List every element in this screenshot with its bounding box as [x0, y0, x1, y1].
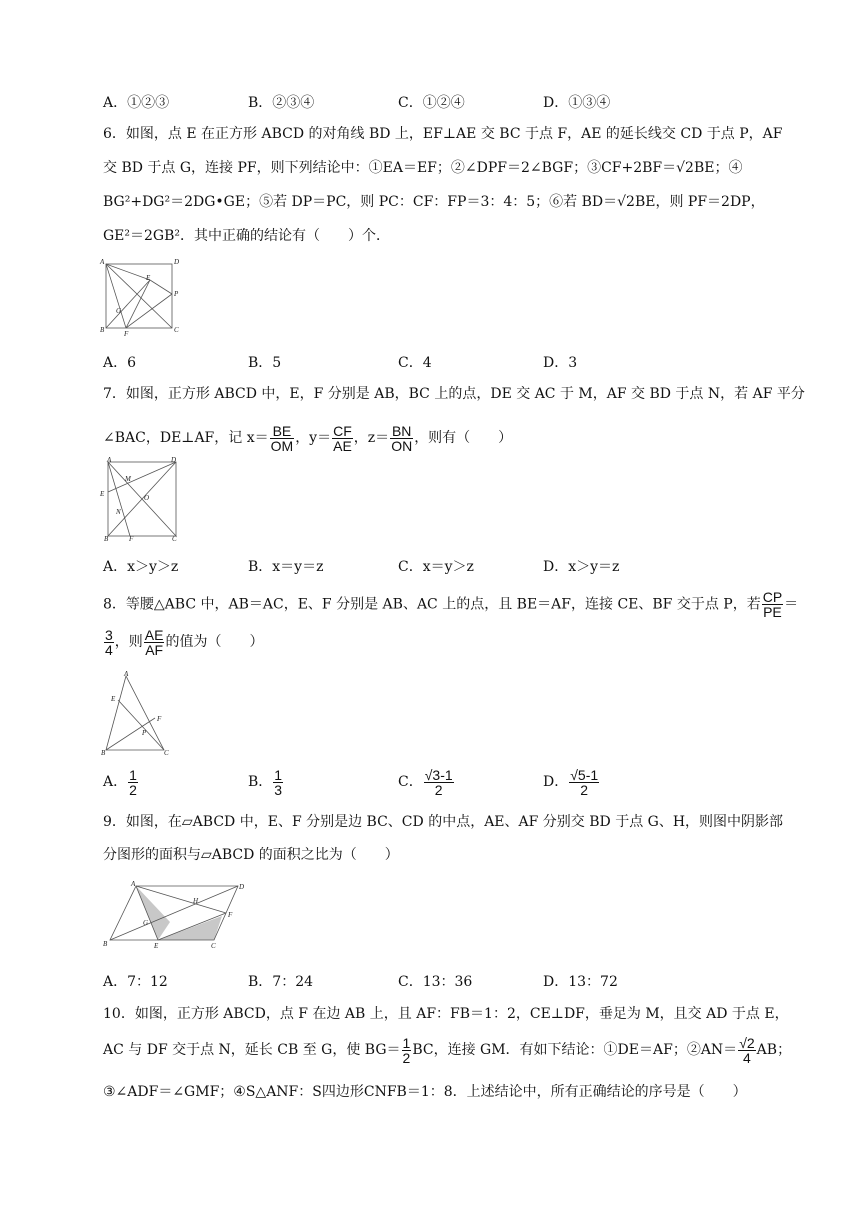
q7-option-b[interactable]: B．x＝y＝z — [248, 559, 324, 575]
q7-option-a[interactable]: A．x＞y＞z — [103, 559, 179, 575]
q7-options — [103, 556, 803, 576]
q10-bg-num: 1 — [402, 1034, 411, 1051]
q9-label-d: D — [239, 883, 245, 891]
q8-label-c: C — [164, 749, 169, 757]
q10-line-3: ③∠ADF＝∠GMF；④S△ANF：S四边形CNFB＝1：8．上述结论中，所有正确结论的序号是（ ） — [103, 1084, 747, 1100]
q7-y-fraction — [332, 424, 353, 453]
q10-line-2-lead: AC 与 DF 交于点 N，延长 CB 至 G，使 BG＝ — [103, 1042, 401, 1058]
q10-an-fraction — [738, 1036, 755, 1065]
q8-option-d-num: √5-1 — [570, 766, 599, 783]
q8-option-d-letter: D． — [543, 774, 569, 790]
q8-frac3-den: AF — [145, 641, 164, 658]
q6-line-4: GE²＝2GB²．其中正确的结论有（ ）个． — [103, 228, 391, 244]
q9-option-a[interactable]: A．7：12 — [103, 974, 168, 990]
q6-figure — [98, 256, 183, 338]
q7-label-n: N — [116, 508, 121, 516]
q5-options — [103, 92, 803, 112]
q8-line-1-text: 8．等腰△ABC 中，AB＝AC，E、F 分别是 AB、AC 上的点，且 BE＝AF，连接 CE、BF 交于点 P，若 — [103, 596, 761, 613]
q10-bg-fraction — [402, 1036, 412, 1065]
q8-option-d-fraction — [569, 768, 599, 797]
q8-option-a-fraction — [128, 768, 138, 797]
q8-option-d-den: 2 — [580, 781, 589, 798]
q7-label-f: F — [129, 535, 134, 542]
q8-equals: ＝ — [784, 596, 799, 613]
q8-frac3-num: AE — [144, 626, 164, 643]
q6-option-c[interactable]: C．4 — [398, 355, 432, 371]
q6-option-b[interactable]: B．5 — [248, 355, 282, 371]
q9-label-b: B — [103, 940, 108, 948]
q7-line-2-lead: ∠BAC，DE⊥AF，记 x＝ — [103, 430, 269, 446]
q8-line-2-mid: ，则 — [114, 634, 143, 650]
q10-line-2-mid: BC，连接 GM．有如下结论：①DE＝AF；②AN＝ — [412, 1042, 738, 1058]
q8-option-b-num: 1 — [274, 766, 283, 783]
q8-option-a[interactable] — [103, 762, 139, 802]
q9-option-c[interactable]: C．13：36 — [398, 974, 473, 990]
q6-line-3: BG²+DG²＝2DG•GE；⑤若 DP＝PC，则 PC：CF：FP＝3：4：5；⑥若 BD＝√2BE，则 PF＝2DP， — [103, 194, 765, 210]
q9-line-1: 9．如图，在▱ABCD 中，E、F 分别是边 BC、CD 的中点，AE、AF 分别交 BD 于点 G、H，则图中阴影部 — [103, 814, 784, 830]
q9-option-d[interactable]: D．13：72 — [543, 974, 618, 990]
q5-option-d[interactable]: D．①③④ — [543, 95, 611, 111]
q9-label-f: F — [228, 911, 233, 919]
q8-option-c-num: √3-1 — [424, 766, 453, 783]
q7-label-b: B — [104, 535, 109, 542]
q9-line-2: 分图形的面积与▱ABCD 的面积之比为（ ） — [103, 847, 399, 863]
q5-option-b[interactable]: B．②③④ — [248, 95, 315, 111]
q7-label-d: D — [171, 456, 177, 464]
q9-label-a: A — [131, 880, 136, 888]
q8-figure — [98, 670, 178, 758]
q8-label-p: P — [142, 729, 147, 737]
q7-line-2-tail: ，则有（ ） — [414, 430, 513, 446]
q8-ae-af-fraction — [144, 628, 165, 657]
q8-frac1-num: CP — [762, 589, 783, 605]
q10-an-den: 4 — [743, 1049, 751, 1066]
q7-y-num: CF — [333, 422, 352, 439]
q8-option-a-num: 1 — [129, 766, 137, 783]
q9-label-e: E — [154, 942, 159, 950]
q7-x-den: OM — [270, 437, 294, 454]
q6-label-a: A — [100, 258, 105, 266]
q9-figure — [98, 880, 258, 952]
q8-frac1-den: PE — [763, 604, 782, 620]
q10-line-1: 10．如图，正方形 ABCD，点 F 在边 AB 上，且 AF：FB＝1：2，CE⊥DF，垂足为 M，且交 AD 于点 E， — [103, 1006, 789, 1022]
q7-label-e: E — [100, 490, 105, 498]
q7-z-num: BN — [391, 422, 412, 439]
q8-option-b-den: 3 — [274, 781, 283, 798]
q6-option-a[interactable]: A．6 — [103, 355, 137, 371]
q8-options — [103, 762, 803, 802]
q7-z-fraction — [390, 424, 413, 453]
q8-frac2-den: 4 — [105, 641, 113, 658]
q7-line-1: 7．如图，正方形 ABCD 中，E，F 分别是 AB，BC 上的点，DE 交 AC 于 M，AF 交 BD 于点 N，若 AF 平分 — [103, 386, 805, 402]
q10-an-num: √2 — [739, 1034, 755, 1051]
q8-option-a-letter: A． — [103, 774, 128, 790]
q10-line-2 — [103, 1034, 791, 1066]
q8-option-c-letter: C． — [398, 774, 423, 790]
q8-option-c[interactable] — [398, 762, 455, 802]
q9-label-g: G — [143, 919, 149, 927]
q8-option-b-letter: B． — [248, 774, 273, 790]
q7-label-c: C — [172, 535, 177, 542]
q7-figure — [98, 456, 184, 542]
q9-label-c: C — [211, 942, 216, 950]
q7-line-2 — [103, 422, 512, 454]
q7-y-den: AE — [333, 437, 352, 454]
q6-label-e: E — [146, 274, 151, 282]
q6-options — [103, 352, 803, 372]
q8-ratio-fraction — [104, 628, 114, 657]
q6-label-b: B — [100, 326, 105, 334]
q6-label-d: D — [174, 258, 180, 266]
q7-x-num: BE — [270, 424, 295, 439]
q8-frac2-num: 3 — [105, 626, 113, 643]
q10-bg-den: 2 — [402, 1049, 411, 1066]
q7-z-label: ，z＝ — [353, 430, 390, 446]
q7-option-c[interactable]: C．x＝y＞z — [398, 559, 474, 575]
q10-line-2-end: AB； — [756, 1042, 792, 1058]
q9-label-h: H — [193, 897, 199, 905]
q6-label-p: P — [174, 290, 179, 298]
q8-line-2-end: 的值为（ ） — [165, 634, 264, 650]
q8-label-f: F — [157, 715, 162, 723]
q5-option-c[interactable]: C．①②④ — [398, 95, 465, 111]
q9-shaded-left — [136, 886, 170, 940]
q6-label-f: F — [124, 330, 129, 338]
q7-label-m: M — [125, 475, 131, 483]
q8-line-2 — [103, 626, 263, 658]
q8-label-a: A — [124, 670, 129, 678]
q8-option-a-den: 2 — [129, 781, 137, 798]
q8-option-c-den: 2 — [434, 781, 443, 798]
q5-option-a[interactable]: A．①②③ — [103, 95, 170, 111]
q6-line-2: 交 BD 于点 G，连接 PF，则下列结论中：①EA＝EF；②∠DPF＝2∠BGF；③CF+2BF＝√2BE；④ — [103, 160, 743, 176]
q7-y-label: ，y＝ — [295, 430, 332, 446]
q9-option-b[interactable]: B．7：24 — [248, 974, 314, 990]
q7-label-a: A — [107, 456, 112, 464]
q6-label-g: G — [116, 307, 122, 315]
q6-label-c: C — [174, 326, 179, 334]
q8-option-d[interactable] — [543, 762, 600, 802]
q8-option-b[interactable] — [248, 762, 284, 802]
q8-option-b-fraction — [273, 768, 283, 797]
q7-z-den: ON — [391, 437, 413, 454]
q6-line-1: 6．如图，点 E 在正方形 ABCD 的对角线 BD 上，EF⊥AE 交 BC 于点 F，AE 的延长线交 CD 于点 P，AF — [103, 126, 783, 142]
q8-cp-pe-fraction — [762, 590, 783, 619]
q8-option-c-fraction — [424, 768, 454, 797]
q7-option-d[interactable]: D．x＞y＝z — [543, 559, 620, 575]
q8-label-b: B — [101, 749, 106, 757]
q6-option-d[interactable]: D．3 — [543, 355, 578, 371]
q9-options — [103, 971, 803, 991]
q8-label-e: E — [111, 695, 116, 703]
q8-line-1 — [103, 590, 798, 619]
q7-x-fraction — [270, 424, 295, 453]
q7-label-o: O — [144, 494, 150, 502]
